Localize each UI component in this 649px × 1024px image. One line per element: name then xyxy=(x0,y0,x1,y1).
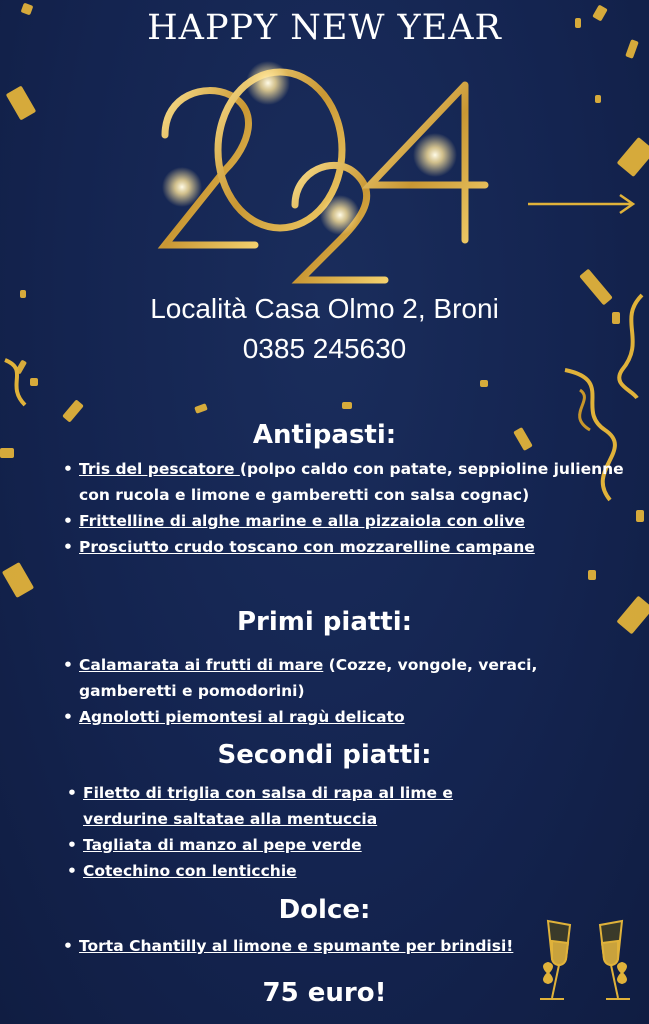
secondi-list xyxy=(67,780,537,884)
dish-name: Filetto di triglia con salsa di rapa al lime e verdurine saltatae alla mentuccia xyxy=(83,784,453,828)
dish-description: (Cozze, vongole, veraci, gamberetti e pomodorini) xyxy=(79,656,538,700)
list-item xyxy=(63,652,573,704)
list-item xyxy=(63,508,628,534)
confetti-piece xyxy=(480,380,488,387)
list-item xyxy=(67,858,537,884)
dish-name: Tagliata di manzo al pepe verde xyxy=(83,836,362,854)
dish-name: Frittelline di alghe marine e alla pizzaiola con olive xyxy=(79,512,525,530)
dish-name: Calamarata ai frutti di mare xyxy=(79,656,324,674)
confetti-piece xyxy=(2,562,34,598)
confetti-piece xyxy=(636,510,644,522)
confetti-piece xyxy=(588,570,596,580)
list-item xyxy=(67,780,537,832)
price: 75 euro! xyxy=(262,978,387,1008)
page-title: HAPPY NEW YEAR xyxy=(147,8,502,48)
dish-name: Tris del pescatore xyxy=(79,460,240,478)
list-item xyxy=(63,456,628,508)
list-item xyxy=(63,704,573,730)
dish-name: Prosciutto crudo toscano con mozzarelline campane xyxy=(79,538,535,556)
list-item xyxy=(63,534,549,560)
confetti-piece xyxy=(595,95,601,103)
dish-name: Cotechino con lenticchie xyxy=(83,862,297,880)
phone-number: 0385 245630 xyxy=(242,333,407,364)
dish-name: Agnolotti piemontesi al ragù delicato xyxy=(79,708,405,726)
confetti-piece xyxy=(194,403,208,414)
champagne-glasses-icon xyxy=(530,913,640,1008)
confetti-piece xyxy=(342,402,352,409)
section-heading-dolce: Dolce: xyxy=(278,895,371,925)
list-item xyxy=(67,832,537,858)
list-item xyxy=(63,933,523,959)
section-heading-primi: Primi piatti: xyxy=(236,607,413,637)
gold-arrow-icon xyxy=(528,192,638,217)
antipasti-list xyxy=(63,456,628,560)
dish-name: Torta Chantilly al limone e spumante per brindisi! xyxy=(79,937,514,955)
section-heading-secondi: Secondi piatti: xyxy=(217,740,432,770)
dish-description: (polpo caldo con patate, seppioline julienne con rucola e limone e gamberetti con salsa cognac) xyxy=(79,460,624,504)
section-heading-antipasti: Antipasti: xyxy=(252,420,397,450)
year-2024-graphic xyxy=(140,55,500,290)
confetti-piece xyxy=(6,86,37,121)
primi-list xyxy=(63,652,573,730)
dolce-list xyxy=(63,933,523,959)
confetti-piece xyxy=(617,137,649,177)
address: Località Casa Olmo 2, Broni xyxy=(150,293,499,324)
